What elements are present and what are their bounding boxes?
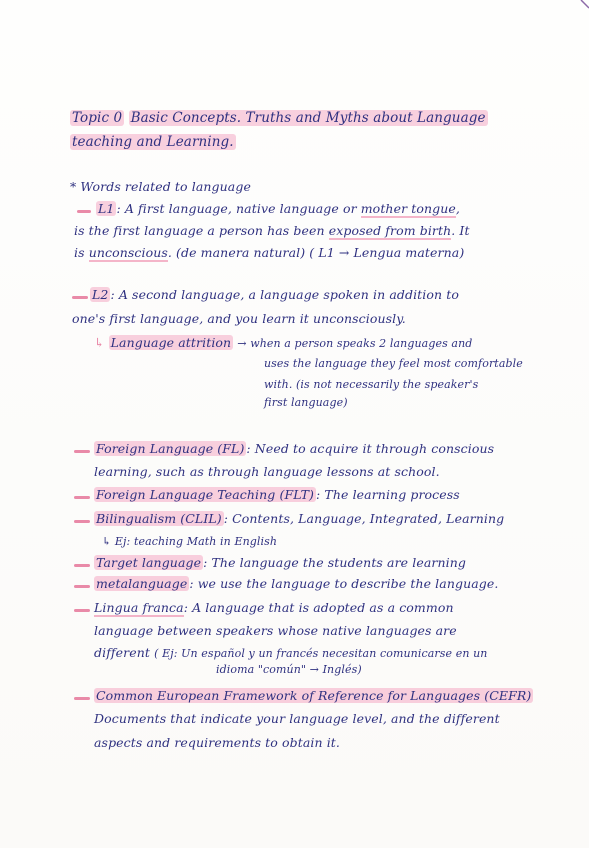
cefr-label: Common European Framework of Reference for Languages (CEFR) (96, 688, 532, 703)
cefr-line-1 (94, 688, 533, 703)
clil-label: Bilingualism (CLIL) (96, 511, 222, 526)
lf-label: Lingua franca (94, 600, 184, 615)
cefr-line-3: aspects and requirements to obtain it. (94, 735, 341, 750)
target-label: Target language (96, 555, 202, 570)
topic-label: Topic 0 (72, 110, 123, 126)
lf-line-1: Lingua franca: A language that is adopted as a common (94, 600, 454, 615)
meta-line: metalanguage : we use the language to describe the language. (96, 576, 499, 591)
clil-example: ↳ Ej: teaching Math in English (102, 535, 278, 548)
attrition-label: Language attrition (110, 335, 232, 350)
attrition-line-4: first language) (264, 396, 348, 409)
l2-label: L2 (92, 287, 109, 302)
attrition-line-2: uses the language they feel most comfortable (264, 357, 523, 370)
clil-line: Bilingualism (CLIL) : Contents, Language, Integrated, Learning (96, 511, 505, 526)
attrition-line-1: ↳ Language attrition → when a person speaks 2 languages and (94, 335, 473, 350)
l2-line-1: L2 : A second language, a language spoken in addition to (92, 287, 460, 302)
bullet-dash (74, 609, 90, 612)
attrition-line-3: with. (is not necessarily the speaker's (264, 378, 479, 391)
target-line: Target language : The language the students are learning (96, 555, 466, 570)
bullet-dash (74, 496, 90, 499)
bullet-dash (74, 520, 90, 523)
cefr-line-2: Documents that indicate your language level, and the different (94, 711, 500, 726)
lf-line-4: idioma "común" → Inglés) (216, 663, 362, 676)
unconscious-term: unconscious (88, 245, 168, 260)
l1-line-1: L1 : A first language, native language or mother tongue, (98, 201, 460, 216)
section-header: * Words related to language (70, 179, 251, 194)
lf-line-3: different ( Ej: Un español y un francés necesitan comunicarse en un (94, 645, 488, 660)
bullet-dash (74, 450, 90, 453)
title-line-1: Basic Concepts. Truths and Myths about Language (130, 110, 486, 126)
page-title (70, 110, 488, 126)
page-corner-mark (579, 0, 589, 10)
l1-line-2: is the first language a person has been exposed from birth. It (74, 223, 470, 238)
l1-line-3: is unconscious. (de manera natural) ( L1 → Lengua materna) (74, 245, 465, 260)
title-line-2: teaching and Learning. (72, 134, 234, 150)
fl-label: Foreign Language (FL) (96, 441, 245, 456)
bullet-dash (74, 585, 90, 588)
meta-label: metalanguage (96, 576, 188, 591)
fl-line-1: Foreign Language (FL) : Need to acquire it through conscious (96, 441, 495, 456)
bullet-dash (74, 697, 90, 700)
fl-line-2: learning, such as through language lessons at school. (94, 464, 440, 479)
exposed-term: exposed from birth (328, 223, 452, 238)
flt-line: Foreign Language Teaching (FLT) : The learning process (96, 487, 460, 502)
bullet-dash (74, 564, 90, 567)
mother-tongue-term: mother tongue (360, 201, 456, 216)
flt-label: Foreign Language Teaching (FLT) (96, 487, 315, 502)
arrow-icon: ↳ (94, 335, 105, 350)
l2-line-2: one's first language, and you learn it unconsciously. (72, 311, 406, 326)
lf-line-2: language between speakers whose native languages are (94, 623, 457, 638)
l1-label: L1 (98, 201, 115, 216)
bullet-dash (72, 296, 88, 299)
bullet-dash (77, 210, 91, 213)
